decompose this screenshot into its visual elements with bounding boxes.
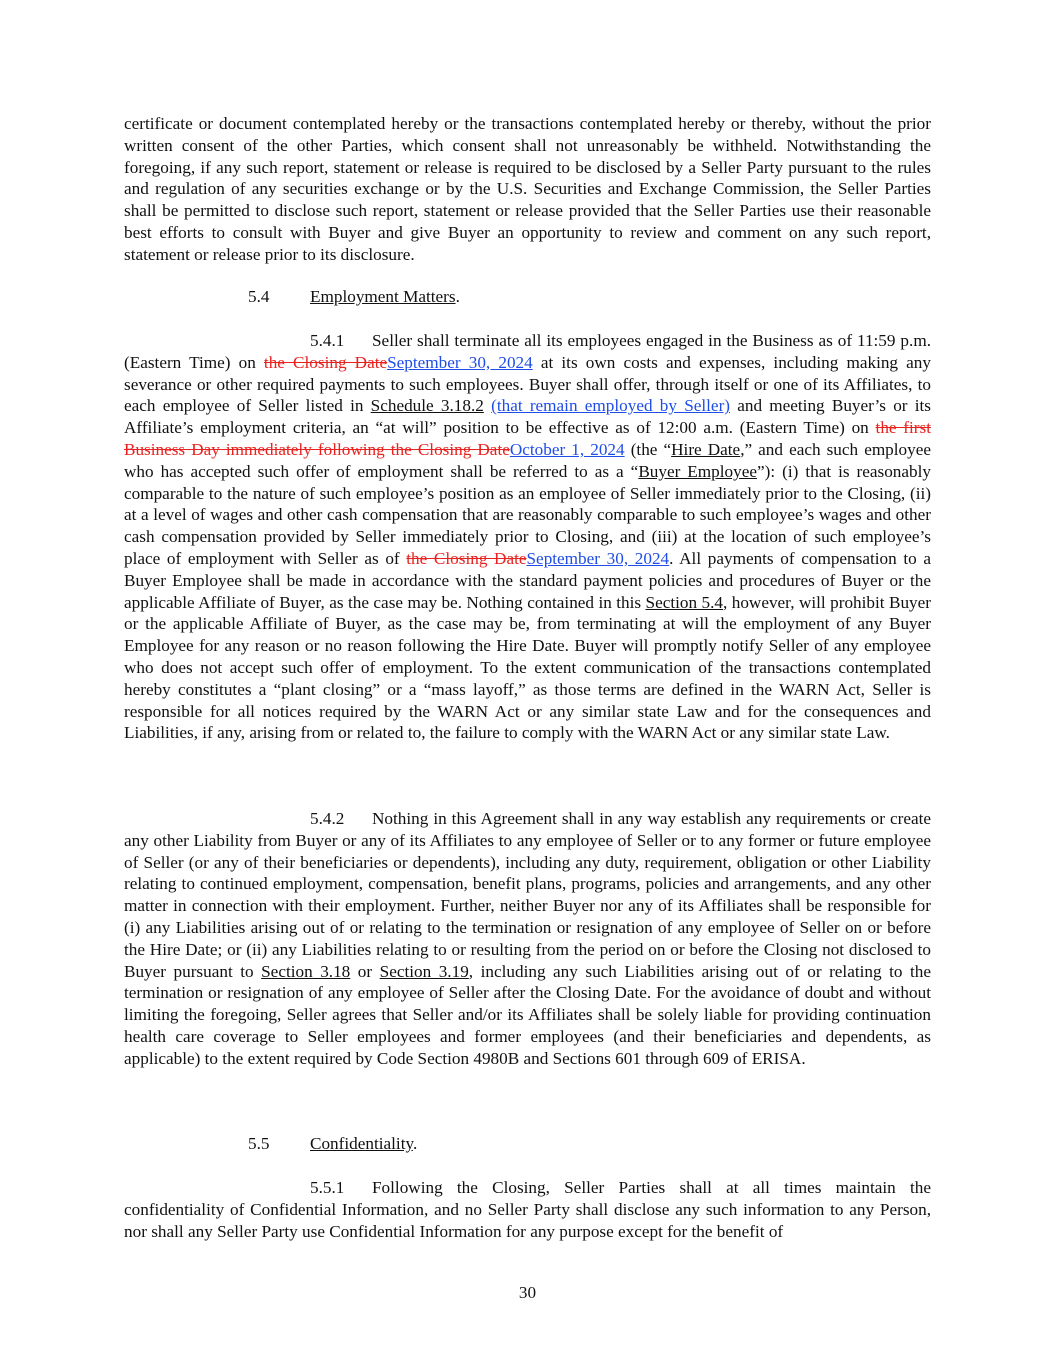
inserted-text: (that remain employed by Seller) [491,396,731,416]
section-title: Employment Matters [310,287,456,306]
section-heading-5-5 [248,1133,417,1155]
paragraph-intro [124,113,931,266]
paragraph-text: . All payments of compensation to a Buyer Employee shall be made in accordance with the standard payment policies and procedures of Buyer or the applicable Affiliate of Buyer, as the case may be. Nothing contained in this [124,548,931,612]
paragraph-5-4-1-body [124,330,931,744]
deleted-text: the Closing Date [406,548,527,568]
section-heading-5-4 [248,286,460,308]
paragraph-text: ”): (i) that is reasonably comparable to the nature of such employee’s position as an employee of Seller immediately prior to the Closing, (ii) at a level of wages and other cash compensation that are reasonably comparable to such employee’s wages and other cash compensation provided by Seller immediately prior to Closing, and (iii) at the location of such employee’s place of employment with Seller as of [124,461,931,568]
paragraph-text: , including any such Liabilities arising out of or relating to the termination or resignation of any employee of Seller after the Closing Date. For the avoidance of doubt and without limiting the foregoing, Seller agrees that Seller and/or its Affiliates shall be solely liable for providing continuation health care coverage to Seller employees and former employees (and their beneficiaries and dependents, as applicable) to the extent required by Code Section 4980B and Sections 601 through 609 of ERISA. [124,961,931,1068]
deleted-text: the Closing Date [263,352,388,372]
paragraph-text: (the “ [624,439,672,459]
defined-term: Buyer Employee [638,461,757,481]
paragraph-text: at its own costs and expenses, including making any severance or other required payments to such employees. Buyer shall offer, through itself or one of its Affiliates, to each employee of Seller listed in [124,352,931,416]
section-number: 5.4 [248,287,270,306]
section-reference: Section 5.4 [645,592,723,612]
subsection-number: 5.4.2 [310,809,345,828]
inserted-text: October 1, 2024 [509,439,625,459]
paragraph-5-4-2 [124,808,931,1070]
section-title-period: . [412,1134,418,1153]
paragraph-text: or [350,961,380,981]
paragraph-5-5-1 [124,1177,931,1242]
paragraph-text: ,” and each such employee who has accepted such offer of employment shall be referred to as a “ [124,439,932,481]
section-number: 5.5 [248,1134,270,1153]
paragraph-text: certificate or document contemplated hereby or the transactions contemplated hereby or thereby, without the prior written consent of the other Parties, which consent shall not unreasonably be withheld. Notwithstanding the foregoing, if any such report, statement or release is required to be disclosed by a Seller Party pursuant to the rules and regulation of any securities exchange or by the U.S. Securities and Exchange Commission, the Seller Parties shall be permitted to disclose such report, statement or release provided that the Seller Parties use their reasonable best efforts to consult with Buyer and give Buyer an opportunity to review and comment on any such report, statement or release prior to its disclosure. [124,114,931,264]
deleted-text: the first Business Day immediately following the Closing Date [124,418,931,459]
paragraph-text: , however, will prohibit Buyer or the applicable Affiliate of Buyer, as the case may be, from terminating at will the employment of any Buyer Employee for any reason or no reason following the Hire Date. Buyer will promptly notify Seller of any employee who does not accept such offer of employment. To the extent communication of the transactions contemplated hereby constitutes a “plant closing” or a “mass layoff,” as those terms are defined in the WARN Act, Seller is responsible for all notices required by the WARN Act or any similar state Law and for the consequences and Liabilities, if any, arising from or related to, the failure to comply with the WARN Act or any similar state Law. [124,592,931,743]
inserted-text: September 30, 2024 [387,352,533,372]
section-title-period: . [455,287,460,306]
subsection-number: 5.4.1 [310,331,345,350]
paragraph-text: Nothing in this Agreement shall in any way establish any requirements or create any other Liability from Buyer or any of its Affiliates to any employee of Seller or to any former or future employee of Seller (or any of their beneficiaries or dependents), including any duty, requirement, obligation or other Liability relating to continued employment, compensation, benefit plans, programs, policies and arrangements, and any other matter in connection with their employment. Further, neither Buyer nor any of its Affiliates shall be responsible for (i) any Liabilities arising out of or relating to the termination or resignation of any employee of Seller on or before the Hire Date; or (ii) any Liabilities relating to or resulting from the period on or before the Closing not disclosed to Buyer pursuant to [124,809,931,981]
subsection-number: 5.5.1 [310,1178,345,1197]
paragraph-text: Seller shall terminate all its employees engaged in the Business as of 11:59 p.m. (Eastern Time) on [124,331,931,372]
paragraph-text: and meeting Buyer’s or its Affiliate’s employment criteria, an “at will” position to be effective as of 12:00 a.m. (Eastern Time) on [124,396,931,438]
inserted-text: September 30, 2024 [526,548,670,568]
defined-term: Hire Date [671,439,741,459]
section-reference: Section 3.19 [379,961,469,981]
page-number: 30 [518,1283,537,1302]
section-reference: Section 3.18 [261,961,351,981]
section-title: Confidentiality [310,1134,413,1153]
paragraph-text: Following the Closing, Seller Parties shall at all times maintain the confidentiality of Confidential Information, and no Seller Party shall disclose any such information to any Person, nor shall any Seller Party use Confidential Information for any purpose except for the benefit of [124,1178,931,1241]
schedule-reference: Schedule 3.18.2 [370,396,484,416]
